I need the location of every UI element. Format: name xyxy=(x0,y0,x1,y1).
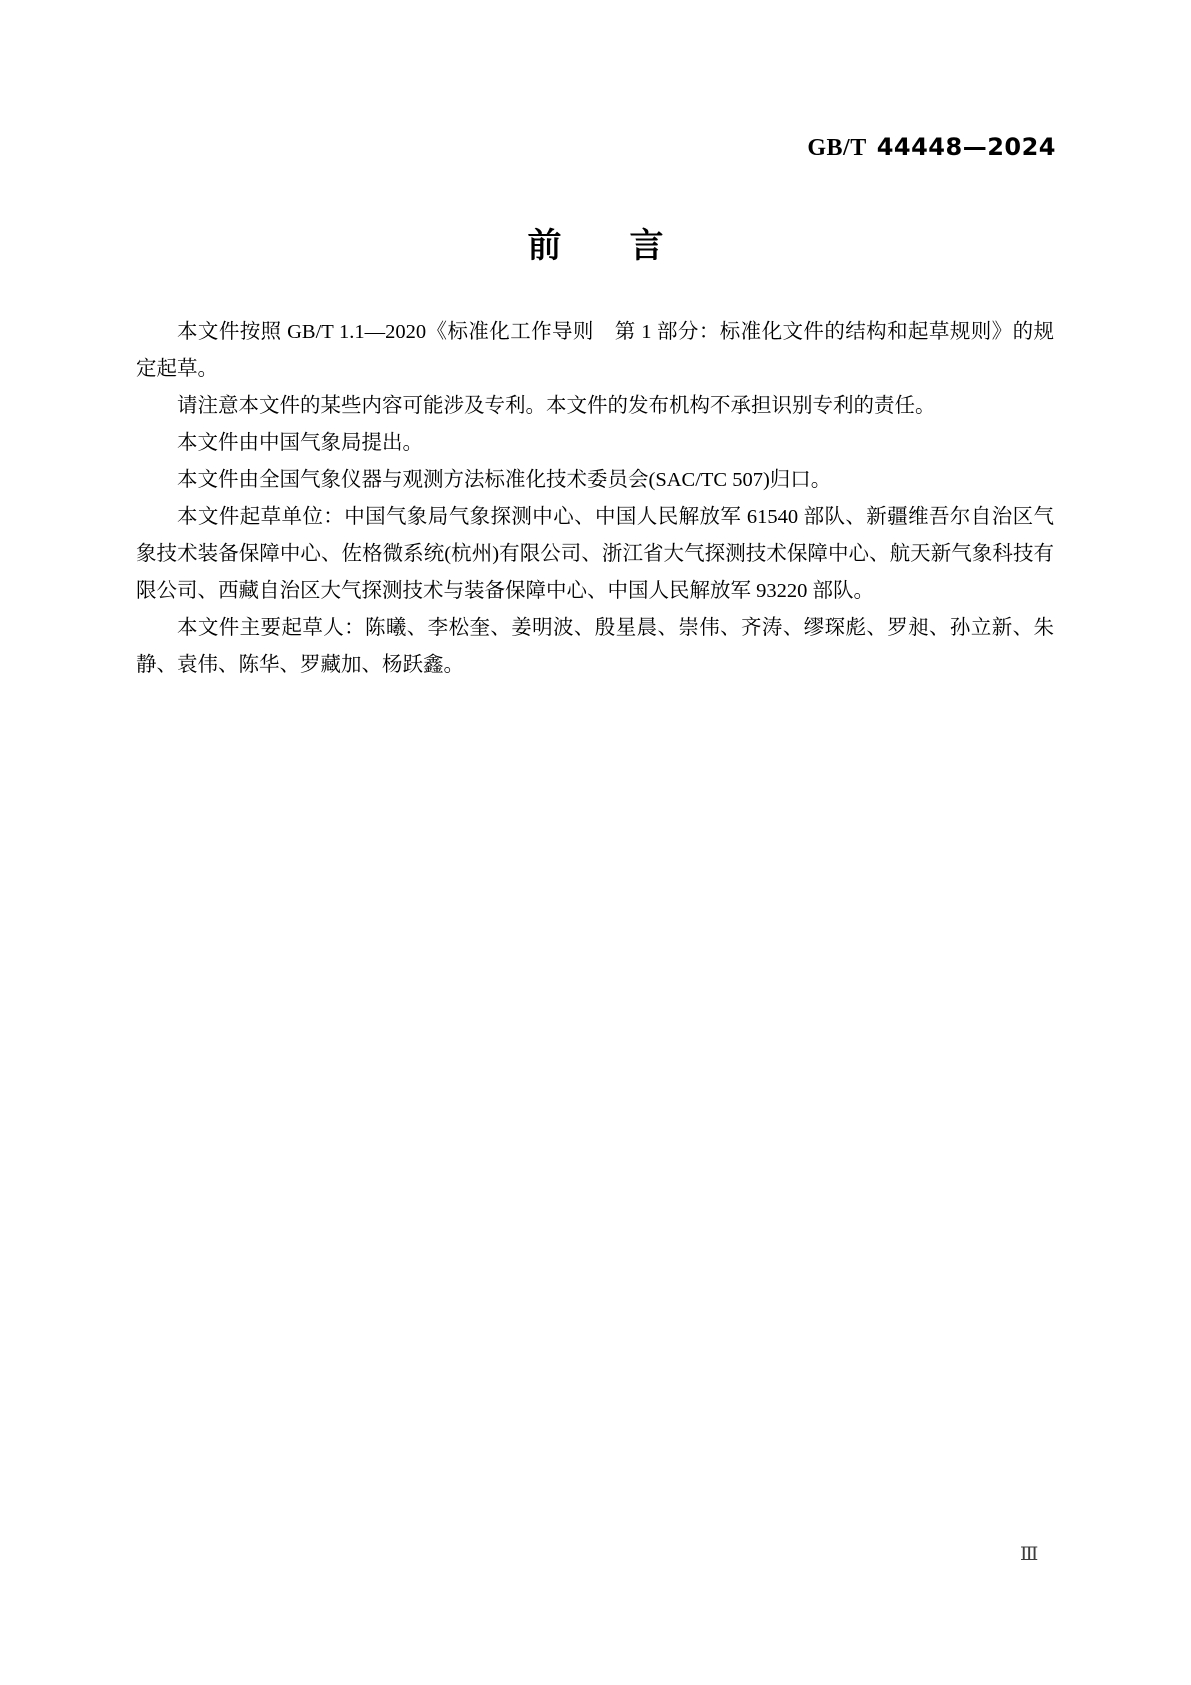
foreword-paragraph: 请注意本文件的某些内容可能涉及专利。本文件的发布机构不承担识别专利的责任。 xyxy=(177,395,936,417)
foreword-paragraph: 本文件起草单位：中国气象局气象探测中心、中国人民解放军 61540 部队、新疆维吾尔自治区气象技术装备保障中心、佐格微系统(杭州)有限公司、浙江省大气探测技术保障中心、航天新气象科技有限公司、西藏自治区大气探测技术与装备保障中心、中国人民解放军 93220 部队。 xyxy=(136,506,1054,602)
foreword-paragraph: 本文件主要起草人：陈曦、李松奎、姜明波、殷星晨、崇伟、齐涛、缪琛彪、罗昶、孙立新、朱静、袁伟、陈华、罗藏加、杨跃鑫。 xyxy=(136,617,1054,676)
standard-code-prefix: GB/T xyxy=(807,135,867,161)
foreword-body xyxy=(136,314,1054,684)
standard-code xyxy=(807,133,1056,162)
page-number: Ⅲ xyxy=(1020,1544,1039,1565)
standard-code-number: 44448—2024 xyxy=(876,133,1056,161)
foreword-paragraph: 本文件由全国气象仪器与观测方法标准化技术委员会(SAC/TC 507)归口。 xyxy=(177,469,832,491)
foreword-paragraph: 本文件由中国气象局提出。 xyxy=(177,432,423,454)
foreword-paragraph: 本文件按照 GB/T 1.1—2020《标准化工作导则 第 1 部分：标准化文件的结构和起草规则》的规定起草。 xyxy=(136,321,1054,380)
page-title: 前 言 xyxy=(527,226,664,266)
